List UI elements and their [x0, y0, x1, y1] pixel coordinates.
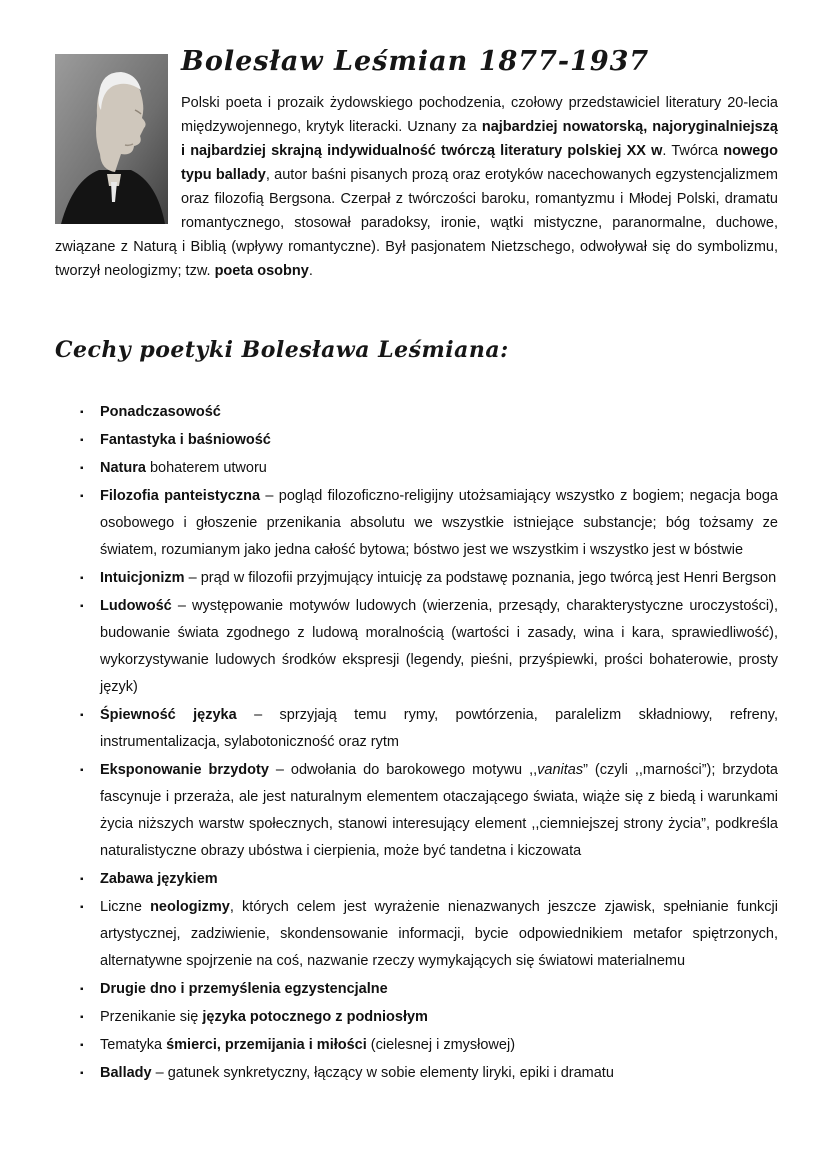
list-item-text: Liczne neologizmy, których celem jest wyrażenie nienazwanych jeszcze zjawisk, spełnianie funkcji artystycznej, zadziwienie, skondensowanie informacji, bycie odpowiednikiem metafor spiętrzonych, alternatywne spojrzenie na coś, nazwanie rzeczy wymykających się światowi materialnemu: [100, 899, 778, 969]
intro-block: [55, 46, 778, 283]
list-item-text: Śpiewność języka – sprzyjają temu rymy, powtórzenia, paralelizm składniowy, refreny, instrumentalizacja, sylabotoniczność oraz rytm: [100, 707, 778, 750]
list-item: [80, 593, 778, 701]
list-item: [80, 894, 778, 975]
bullet-square-icon: ▪: [80, 1012, 84, 1023]
list-item: [80, 1004, 778, 1031]
bullet-square-icon: ▪: [80, 874, 84, 885]
list-item: [80, 976, 778, 1003]
list-item-text: Drugie dno i przemyślenia egzystencjalne: [100, 981, 388, 997]
list-item: [80, 399, 778, 426]
list-item: [80, 565, 778, 592]
intro-paragraph: Polski poeta i prozaik żydowskiego pochodzenia, czołowy przedstawiciel literatury 20-lecia międzywojennego, krytyk literacki. Uznany za najbardziej nowatorską, najoryginalniejszą i najbardziej skrajną indywidualność twórczą literatury polskiej XX w. Twórca nowego typu ballady, autor baśni pisanych prozą oraz erotyków nacechowanych egzystencjalizmem oraz filozofią Bergsona. Czerpał z twórczości baroku, romantyzmu i Młodej Polski, dramatu romantycznego, stosował paradoksy, ironie, wątki mistyczne, paranormalne, duchowe, związane z Naturą i Biblią (wpływy romantyczne). Był pasjonatem Nietzschego, odwoływał się do symbolizmu, tworzył neologizmy; tzw. poeta osobny.: [55, 95, 779, 279]
bullet-square-icon: ▪: [80, 765, 84, 776]
section-heading: Cechy poetyki Bolesława Leśmiana:: [55, 337, 509, 363]
list-item-text: Ponadczasowość: [100, 404, 221, 420]
list-item-text: Natura bohaterem utworu: [100, 460, 267, 476]
list-item: [80, 1060, 778, 1087]
bullet-square-icon: ▪: [80, 710, 84, 721]
bullet-square-icon: ▪: [80, 463, 84, 474]
bullet-square-icon: ▪: [80, 573, 84, 584]
list-item-text: Filozofia panteistyczna – pogląd filozoficzno-religijny utożsamiający wszystko z bogiem; negacja boga osobowego i głoszenie przenikania absolutu we wszystkie istniejące substancje; bóg tożsamy ze światem, rozumianym jako jedna całość bytowa; bóstwo jest we wszystkim i wszystko jest w bóstwie: [100, 488, 778, 558]
list-item: [80, 866, 778, 893]
bullet-square-icon: ▪: [80, 984, 84, 995]
list-item-text: Zabawa językiem: [100, 871, 218, 887]
list-item-text: Fantastyka i baśniowość: [100, 432, 271, 448]
page-title: Bolesław Leśmian 1877-1937: [181, 46, 650, 77]
list-item: [80, 1032, 778, 1059]
list-item-text: Intuicjonizm – prąd w filozofii przyjmujący intuicję za podstawę poznania, jego twórcą jest Henri Bergson: [100, 570, 777, 586]
list-item-text: Ludowość – występowanie motywów ludowych (wierzenia, przesądy, charakterystyczne uroczystości), budowanie świata zgodnego z ludową moralnością (wartości i zasady, wina i kara, sprawiedliwość), wykorzystywanie ludowych środków ekspresji (legendy, pieśni, przyśpiewki, prości bohaterowie, prosty język): [100, 598, 778, 695]
bullet-square-icon: ▪: [80, 902, 84, 913]
portrait-illustration: [55, 54, 168, 224]
list-item: [80, 427, 778, 454]
bullet-square-icon: ▪: [80, 1068, 84, 1079]
bullet-square-icon: ▪: [80, 1040, 84, 1051]
list-item-text: Przenikanie się języka potocznego z podniosłym: [100, 1009, 428, 1025]
bullet-square-icon: ▪: [80, 601, 84, 612]
portrait-photo: [55, 54, 168, 224]
list-item-text: Tematyka śmierci, przemijania i miłości (cielesnej i zmysłowej): [100, 1037, 516, 1053]
list-item: [80, 757, 778, 865]
list-item: [80, 455, 778, 482]
poetics-list: [55, 399, 778, 1087]
list-item: [80, 483, 778, 564]
list-item-text: Ballady – gatunek synkretyczny, łączący w sobie elementy liryki, epiki i dramatu: [100, 1065, 614, 1081]
list-item: [80, 702, 778, 756]
bullet-square-icon: ▪: [80, 435, 84, 446]
bullet-square-icon: ▪: [80, 407, 84, 418]
list-item-text: Eksponowanie brzydoty – odwołania do barokowego motywu ,,vanitas” (czyli ,,marności”); brzydota fascynuje i przeraża, ale jest naturalnym elementem otaczającego świata, wiąże się z biedą i warunkami życia niższych warstw społecznych, stanowi interesujący element ,,ciemniejszej strony życia”, podkreśla naturalistyczne obrazy ubóstwa i cierpienia, może być tandetna i kiczowata: [100, 762, 778, 859]
bullet-square-icon: ▪: [80, 491, 84, 502]
